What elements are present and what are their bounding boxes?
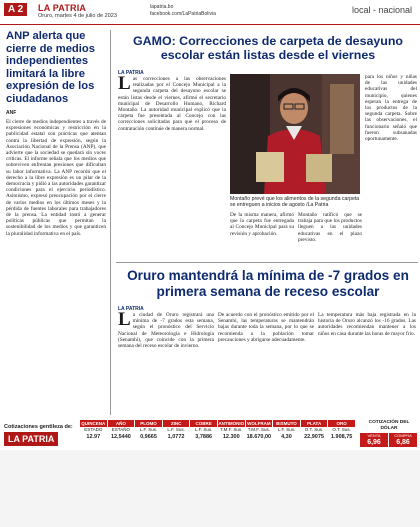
social-link-web: lapatria.bo <box>150 4 174 10</box>
section-name: local - nacional <box>351 5 412 15</box>
page-header <box>0 0 420 26</box>
quote-cell-head: ZINC <box>163 420 190 427</box>
column-divider <box>110 30 111 415</box>
quote-cell-value: 18.670,00 <box>246 434 272 440</box>
story2-column-3: La temperatura más baja registrada en la historia de Oruro alcanzó los -16 grados. Las autoridades recomiendan mantener a los niños en casa durante las horas de mayor frío. <box>318 312 416 337</box>
quotes-sponsor <box>4 428 76 442</box>
quote-cell <box>246 420 274 448</box>
story1-photo-caption: Montaño prevé que los alimentos de la segunda carpeta se entreguen a inicios de agosto /La Patria <box>230 196 360 209</box>
left-story-source: ANF <box>6 110 17 116</box>
story2-column-2: De acuerdo con el pronóstico emitido por el Senamhi, las temperaturas se mantendrán bajas durante toda la semana, por lo que se recomienda a la población tomar precauciones y abrigarse adecuadamente. <box>218 312 314 343</box>
quote-cell-value: 22,9075 <box>304 434 324 440</box>
issue-date: Oruro, martes 4 de julio de 2023 <box>38 13 117 19</box>
dollar-box-label: COMPRA <box>394 433 412 438</box>
left-story <box>6 30 106 412</box>
header-divider <box>0 24 420 25</box>
quotes-footer <box>0 420 420 527</box>
dollar-box-value: 6,86 <box>396 439 410 446</box>
photo-illustration <box>230 74 360 194</box>
quote-cell <box>163 420 191 448</box>
quote-cell-head: ANTIMONIO <box>218 421 245 426</box>
story1-dropcap: L <box>118 76 131 94</box>
left-story-title: ANP alerta que cierre de medios independientes limitará la libre expresión de los ciudadanos <box>6 30 95 105</box>
quote-cell-head: QUINCENA <box>81 421 106 426</box>
quote-cell-value: 12.300 <box>222 434 240 440</box>
quote-cell-unit: L.F. Sus. <box>277 427 296 432</box>
story2-column-1 <box>118 312 214 412</box>
story1-column-4: para los niños y niñas de las unidades educativas del municipio, quienes esperan la entrega de los productos de la segunda carpeta. Sobre las observaciones, el funcionario señaló que fueron subsanadas oportunamente. <box>365 74 417 143</box>
dollar-quote-label: COTIZACIÓN DEL DÓLAR <box>368 420 410 431</box>
quote-cell <box>190 420 218 448</box>
story2-source: LA PATRIA <box>118 306 144 312</box>
page-number: A 2 <box>4 3 27 16</box>
quote-cell-unit: O.T. Sus. <box>332 427 351 432</box>
story-divider <box>116 262 418 263</box>
quote-cell-head: PLATA <box>301 420 328 427</box>
quote-cell-head: WOLFRAM <box>247 421 271 426</box>
social-links <box>150 4 216 18</box>
quote-cell <box>301 420 329 448</box>
quote-cell-value: 0,9665 <box>140 434 157 440</box>
dollar-box <box>360 433 388 447</box>
quote-cell-head: ORO <box>328 420 355 427</box>
quote-cell <box>273 420 301 448</box>
story1-column-1-text: as correcciones a las observaciones realizadas por el Concejo Municipal a la segunda carpeta del desayuno escolar se están listas desde el viernes, afirmó el secretario municipal de Desarrollo Humano, Richard Montaño. La autoridad municipal explicó que la carpeta fue presentada al Concejo con las correcciones solicitadas para que el proceso de contratación continúe de manera normal. <box>118 76 226 132</box>
story1-column-2: De la misma manera, afirmó que la carpeta fue entregada al Concejo Municipal para su revisión y aprobación. <box>230 212 294 237</box>
quote-cell-unit: ESTAÑO <box>111 427 130 432</box>
dollar-quote <box>360 420 418 448</box>
left-story-body: El cierre de medios independientes a través de expresiones económicas y restricción en la publicidad estatal son prácticas que atentan contra la libertad de expresión, según la Asociación Nacional de la Prensa (ANP), que advierte que la sociedad se quedará sin voces críticas. El informe señala que los medios que sobreviven enfrentan presiones que dificultan su labor informativa. La ANP recordó que el derecho a la libre expresión es un pilar de la democracia y pidió a las autoridades garantizar condiciones para el ejercicio periodístico. Asimismo, expresó preocupación por el cierre de varios medios en los últimos meses y la pérdida de fuentes laborales para trabajadores de la prensa. La entidad instó a generar políticas públicas que permitan la sostenibilidad de los medios y que garanticen la pluralidad informativa en el país. <box>6 119 106 237</box>
quote-cell <box>135 420 163 448</box>
quote-cell-head: PLOMO <box>135 420 162 427</box>
quotes-label: Cotizaciones gentileza de: <box>4 424 73 430</box>
story2-column-1-text: a ciudad de Oruro registrará una mínima de -7 grados esta semana, según el pronóstico del Servicio Nacional de Meteorología e Hidrología (Senamhi), que coincide con la primera semana del receso escolar de invierno. <box>118 312 214 350</box>
quote-cell-value: 4,30 <box>281 434 292 440</box>
quote-cell-value: 1.908,75 <box>330 434 353 440</box>
quote-cell <box>218 420 246 448</box>
dollar-box <box>389 433 417 447</box>
quote-cell <box>108 420 136 448</box>
dollar-box-value: 6,96 <box>367 439 381 446</box>
quote-cell-unit: L.F. Sus. <box>139 427 158 432</box>
quote-cell <box>80 420 108 448</box>
quote-cell-value: 1,0772 <box>167 434 185 440</box>
footer-logo: LA PATRIA <box>4 432 58 446</box>
quote-cell-head: AÑO <box>108 420 135 427</box>
story1-column-1 <box>118 76 226 254</box>
quote-cell <box>328 420 356 448</box>
quote-cell-unit: T.M.F. Sus. <box>247 427 270 432</box>
social-link-facebook: facebook.com/LaPatriaBolivia <box>150 11 216 17</box>
quote-cell-head: BISMUTO <box>273 420 300 427</box>
story1-source: LA PATRIA <box>118 70 144 76</box>
footer-background <box>0 450 420 527</box>
quote-cell-value: 12.97 <box>86 434 101 440</box>
quote-cell-unit: ESTADO <box>84 427 103 432</box>
dollar-box-label: VENTA <box>367 433 381 438</box>
quote-cell-head: COBRE <box>190 420 217 427</box>
quote-cell-unit: L.F. Sus. <box>194 427 213 432</box>
newspaper-logo: LA PATRIA <box>38 3 87 13</box>
story1-column-3: Montaño ratificó que se trabaja para que los productos lleguen a las unidades educativas en el plazo previsto. <box>298 212 362 243</box>
quote-cell-unit: L.F. Sus. <box>167 427 185 432</box>
story2-dropcap: L <box>118 312 131 330</box>
quotes-table <box>80 420 356 448</box>
story1-photo <box>230 74 360 194</box>
quote-cell-value: 12,5440 <box>110 434 131 440</box>
story1-headline: GAMO: Correcciones de carpeta de desayuno escolar están listas desde el viernes <box>133 34 403 62</box>
quote-cell-unit: T.M.F. Sus. <box>220 427 243 432</box>
dollar-quote-values <box>360 433 418 447</box>
quote-cell-unit: O.T. Sus. <box>304 427 324 432</box>
story2-headline: Oruro mantendrá la mínima de -7 grados en primera semana de receso escolar <box>127 268 409 299</box>
quote-cell-value: 3,7886 <box>195 434 213 440</box>
